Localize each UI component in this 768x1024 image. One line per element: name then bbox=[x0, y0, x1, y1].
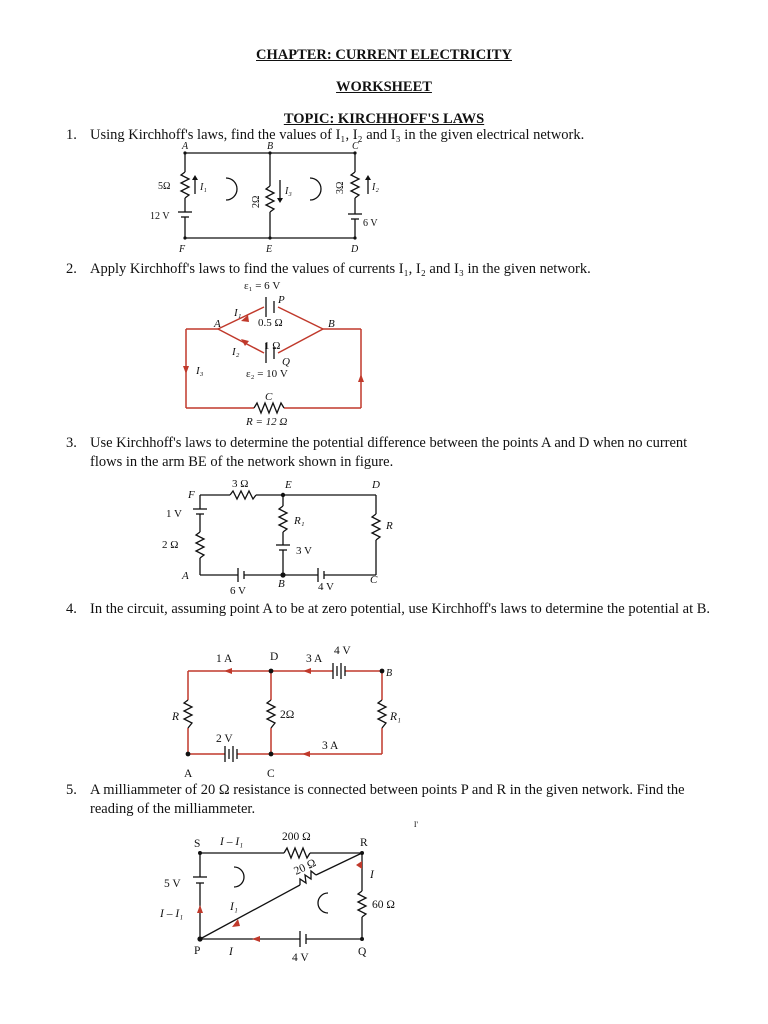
resistor-2-label: 2 Ω bbox=[162, 539, 179, 551]
node-d: D bbox=[270, 651, 279, 663]
circuit-diagram-3 bbox=[158, 476, 398, 598]
node-b: B bbox=[386, 668, 393, 679]
node-a: A bbox=[182, 141, 189, 152]
question-text: Use Kirchhoff's laws to determine the potential difference between the points A and D when no current flows in the arm BE of the network shown in figure. bbox=[90, 435, 688, 470]
current-bottom-label: I bbox=[229, 946, 233, 958]
node-s: S bbox=[194, 838, 201, 850]
emf-6v-label: 6 V bbox=[230, 585, 246, 597]
resistor-left-label: 5Ω bbox=[158, 181, 171, 192]
resistor-3-label: 3 Ω bbox=[232, 478, 249, 490]
emf-left-label: 12 V bbox=[150, 211, 170, 222]
question-text: Using Kirchhoff's laws, find the values of I₁, I₂ and I₃ in the given electrical network. bbox=[90, 127, 585, 143]
node-r: R bbox=[360, 837, 368, 849]
node-c: C bbox=[267, 768, 275, 780]
question-text: Apply Kirchhoff's laws to find the values of currents I₁, I₂ and I₃ in the given network. bbox=[90, 261, 591, 277]
resistor-right-label: 3Ω bbox=[335, 181, 346, 194]
resistor-r-label: R bbox=[386, 520, 393, 532]
node-b: B bbox=[278, 578, 285, 590]
chapter-title: CHAPTER: CURRENT ELECTRICITY bbox=[256, 47, 512, 63]
resistor-60-label: 60 Ω bbox=[372, 899, 395, 911]
emf-2v-label: 2 V bbox=[216, 733, 233, 745]
node-c: C bbox=[265, 391, 273, 403]
resistor-r1-label: R₁ bbox=[390, 711, 402, 723]
emf1-label: ε₁ = 6 V bbox=[244, 280, 281, 292]
question-number: 2. bbox=[66, 261, 77, 277]
resistor-r1-label: R₁ bbox=[294, 515, 305, 527]
current-left-label: I – I₁ bbox=[160, 908, 184, 920]
node-f: F bbox=[179, 244, 186, 255]
current-3a-bottom-label: 3 A bbox=[322, 740, 339, 752]
node-p: P bbox=[278, 294, 285, 306]
node-q: Q bbox=[358, 946, 367, 958]
resistor-20-label: 20 Ω bbox=[292, 857, 319, 878]
emf-4v-label: 4 V bbox=[318, 581, 334, 593]
circuit-diagram-4 bbox=[170, 642, 410, 782]
node-p: P bbox=[194, 945, 201, 957]
question-text: A milliammeter of 20 Ω resistance is connected between points P and R in the given network. Find the reading of the milliammeter. bbox=[90, 782, 685, 817]
question-number: 3. bbox=[66, 435, 77, 451]
emf-right-label: 6 V bbox=[363, 218, 378, 229]
question-number: 5. bbox=[66, 782, 77, 798]
node-c: C bbox=[352, 141, 359, 152]
topic-title: TOPIC: KIRCHHOFF'S LAWS bbox=[283, 111, 485, 127]
current-top-label: I – I₁ bbox=[220, 836, 244, 848]
current-i3-label: I₃ bbox=[196, 365, 204, 377]
node-a: A bbox=[214, 318, 221, 330]
circuit-diagram-5 bbox=[150, 815, 420, 965]
emf-4v-label: 4 V bbox=[292, 952, 309, 964]
current-left-label: I₁ bbox=[200, 182, 207, 193]
node-c: C bbox=[370, 574, 378, 586]
node-a: A bbox=[182, 570, 189, 582]
circuit-diagram-2 bbox=[168, 279, 383, 429]
resistor-2-label: 2Ω bbox=[280, 709, 295, 721]
emf2-label: ε₂ = 10 V bbox=[246, 368, 288, 380]
node-q: Q bbox=[282, 356, 290, 368]
emf-3v-label: 3 V bbox=[296, 545, 312, 557]
current-1a-label: 1 A bbox=[216, 653, 233, 665]
question-number: 1. bbox=[66, 127, 77, 143]
resistor-r-label: R = 12 Ω bbox=[246, 416, 288, 428]
node-b: B bbox=[328, 318, 335, 330]
worksheet-title: WORKSHEET bbox=[336, 79, 432, 95]
current-i1-label: I₁ bbox=[230, 901, 238, 913]
current-i-right-label: I bbox=[370, 869, 374, 881]
current-i2-label: I₂ bbox=[232, 346, 240, 358]
node-a: A bbox=[184, 768, 193, 780]
question-text: In the circuit, assuming point A to be at zero potential, use Kirchhoff's laws to determine the potential at B. bbox=[90, 601, 711, 617]
resistor-200-label: 200 Ω bbox=[282, 831, 311, 843]
node-e: E bbox=[266, 244, 273, 255]
emf-5v-label: 5 V bbox=[164, 878, 181, 890]
node-f: F bbox=[188, 489, 195, 501]
node-d: D bbox=[351, 244, 359, 255]
stray-mark: I' bbox=[413, 820, 418, 829]
current-mid-label: I₃ bbox=[285, 186, 292, 197]
resistor-mid-label: 2Ω bbox=[251, 195, 262, 208]
node-b: B bbox=[267, 141, 274, 152]
question-number: 4. bbox=[66, 601, 77, 617]
emf-4v-label: 4 V bbox=[334, 645, 351, 657]
node-e: E bbox=[285, 479, 292, 491]
emf-1v-label: 1 V bbox=[166, 508, 182, 520]
resistor-r-label: R bbox=[172, 711, 180, 723]
resistor-0.5-label: 0.5 Ω bbox=[258, 317, 283, 329]
current-3a-top-label: 3 A bbox=[306, 653, 323, 665]
current-i1-label: I₁ bbox=[234, 307, 242, 319]
node-d: D bbox=[372, 479, 380, 491]
circuit-diagram-1 bbox=[140, 142, 400, 254]
current-right-label: I₂ bbox=[372, 182, 379, 193]
resistor-1-label: 1 Ω bbox=[264, 340, 281, 352]
